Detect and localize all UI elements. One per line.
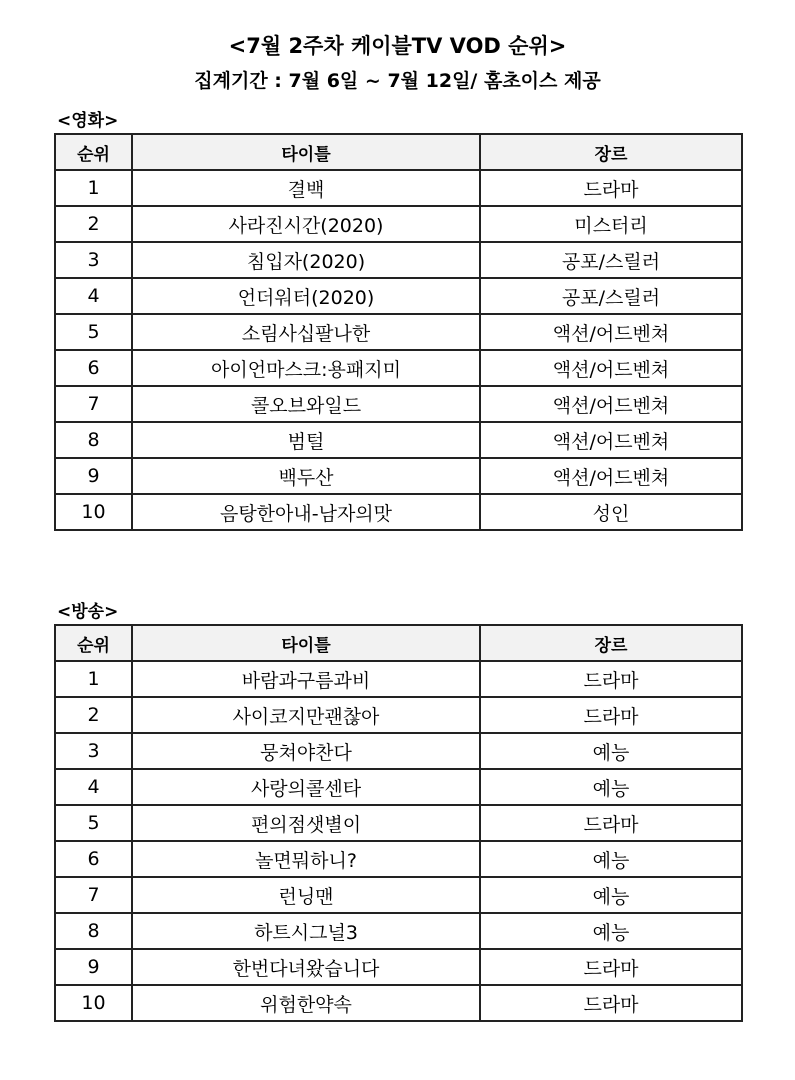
rank-cell: 2: [55, 206, 132, 242]
table-row: [55, 949, 742, 985]
title-cell: 편의점샛별이: [132, 805, 480, 841]
page-title: <7월 2주차 케이블TV VOD 순위>: [228, 34, 567, 58]
title-cell: 사이코지만괜찮아: [132, 697, 480, 733]
column-header: 장르: [480, 625, 742, 661]
rank-cell: 6: [55, 841, 132, 877]
title-cell: 음탕한아내-남자의맛: [132, 494, 480, 530]
rank-cell: 4: [55, 769, 132, 805]
movie-section-label: <영화>: [57, 111, 119, 131]
header-row: [55, 134, 742, 170]
table-row: [55, 877, 742, 913]
genre-cell: 드라마: [480, 985, 742, 1021]
title-cell: 놀면뭐하니?: [132, 841, 480, 877]
genre-cell: 드라마: [480, 170, 742, 206]
title-cell: 사라진시간(2020): [132, 206, 480, 242]
genre-cell: 성인: [480, 494, 742, 530]
table-row: [55, 697, 742, 733]
rank-cell: 6: [55, 350, 132, 386]
rank-cell: 8: [55, 422, 132, 458]
column-header: 순위: [55, 134, 132, 170]
tv-section-label: <방송>: [57, 602, 119, 622]
title-cell: 뭉쳐야찬다: [132, 733, 480, 769]
title-cell: 위험한약속: [132, 985, 480, 1021]
rank-cell: 10: [55, 985, 132, 1021]
column-header: 장르: [480, 134, 742, 170]
table-row: [55, 769, 742, 805]
rank-cell: 1: [55, 170, 132, 206]
title-cell: 바람과구름과비: [132, 661, 480, 697]
genre-cell: 공포/스릴러: [480, 242, 742, 278]
genre-cell: 예능: [480, 841, 742, 877]
rank-cell: 5: [55, 314, 132, 350]
rank-cell: 7: [55, 386, 132, 422]
movie-table: [54, 133, 743, 531]
table-row: [55, 242, 742, 278]
genre-cell: 액션/어드벤쳐: [480, 350, 742, 386]
genre-cell: 드라마: [480, 661, 742, 697]
title-cell: 한번다녀왔습니다: [132, 949, 480, 985]
page-subtitle: 집계기간 : 7월 6일 ~ 7월 12일/ 홈초이스 제공: [194, 70, 601, 92]
table-row: [55, 733, 742, 769]
rank-cell: 3: [55, 733, 132, 769]
title-cell: 범털: [132, 422, 480, 458]
rank-cell: 9: [55, 949, 132, 985]
rank-cell: 1: [55, 661, 132, 697]
title-cell: 사랑의콜센타: [132, 769, 480, 805]
rank-cell: 5: [55, 805, 132, 841]
table-row: [55, 985, 742, 1021]
table-row: [55, 386, 742, 422]
genre-cell: 드라마: [480, 805, 742, 841]
genre-cell: 액션/어드벤쳐: [480, 458, 742, 494]
title-cell: 콜오브와일드: [132, 386, 480, 422]
table-row: [55, 206, 742, 242]
column-header: 타이틀: [132, 134, 480, 170]
table-row: [55, 314, 742, 350]
rank-cell: 3: [55, 242, 132, 278]
title-cell: 소림사십팔나한: [132, 314, 480, 350]
table-row: [55, 170, 742, 206]
table-row: [55, 805, 742, 841]
rank-cell: 4: [55, 278, 132, 314]
rank-cell: 7: [55, 877, 132, 913]
table-row: [55, 494, 742, 530]
genre-cell: 예능: [480, 913, 742, 949]
title-cell: 침입자(2020): [132, 242, 480, 278]
title-cell: 런닝맨: [132, 877, 480, 913]
genre-cell: 액션/어드벤쳐: [480, 386, 742, 422]
title-cell: 결백: [132, 170, 480, 206]
table-row: [55, 913, 742, 949]
table-row: [55, 278, 742, 314]
title-cell: 언더워터(2020): [132, 278, 480, 314]
table-row: [55, 350, 742, 386]
header-row: [55, 625, 742, 661]
genre-cell: 액션/어드벤쳐: [480, 422, 742, 458]
column-header: 순위: [55, 625, 132, 661]
title-cell: 백두산: [132, 458, 480, 494]
title-cell: 아이언마스크:용패지미: [132, 350, 480, 386]
table-row: [55, 458, 742, 494]
tv-table: [54, 624, 743, 1022]
table-row: [55, 661, 742, 697]
title-cell: 하트시그널3: [132, 913, 480, 949]
genre-cell: 미스터리: [480, 206, 742, 242]
genre-cell: 공포/스릴러: [480, 278, 742, 314]
genre-cell: 예능: [480, 769, 742, 805]
rank-cell: 8: [55, 913, 132, 949]
rank-cell: 9: [55, 458, 132, 494]
genre-cell: 예능: [480, 733, 742, 769]
genre-cell: 예능: [480, 877, 742, 913]
genre-cell: 드라마: [480, 697, 742, 733]
column-header: 타이틀: [132, 625, 480, 661]
rank-cell: 2: [55, 697, 132, 733]
rank-cell: 10: [55, 494, 132, 530]
genre-cell: 액션/어드벤쳐: [480, 314, 742, 350]
table-row: [55, 422, 742, 458]
table-row: [55, 841, 742, 877]
genre-cell: 드라마: [480, 949, 742, 985]
